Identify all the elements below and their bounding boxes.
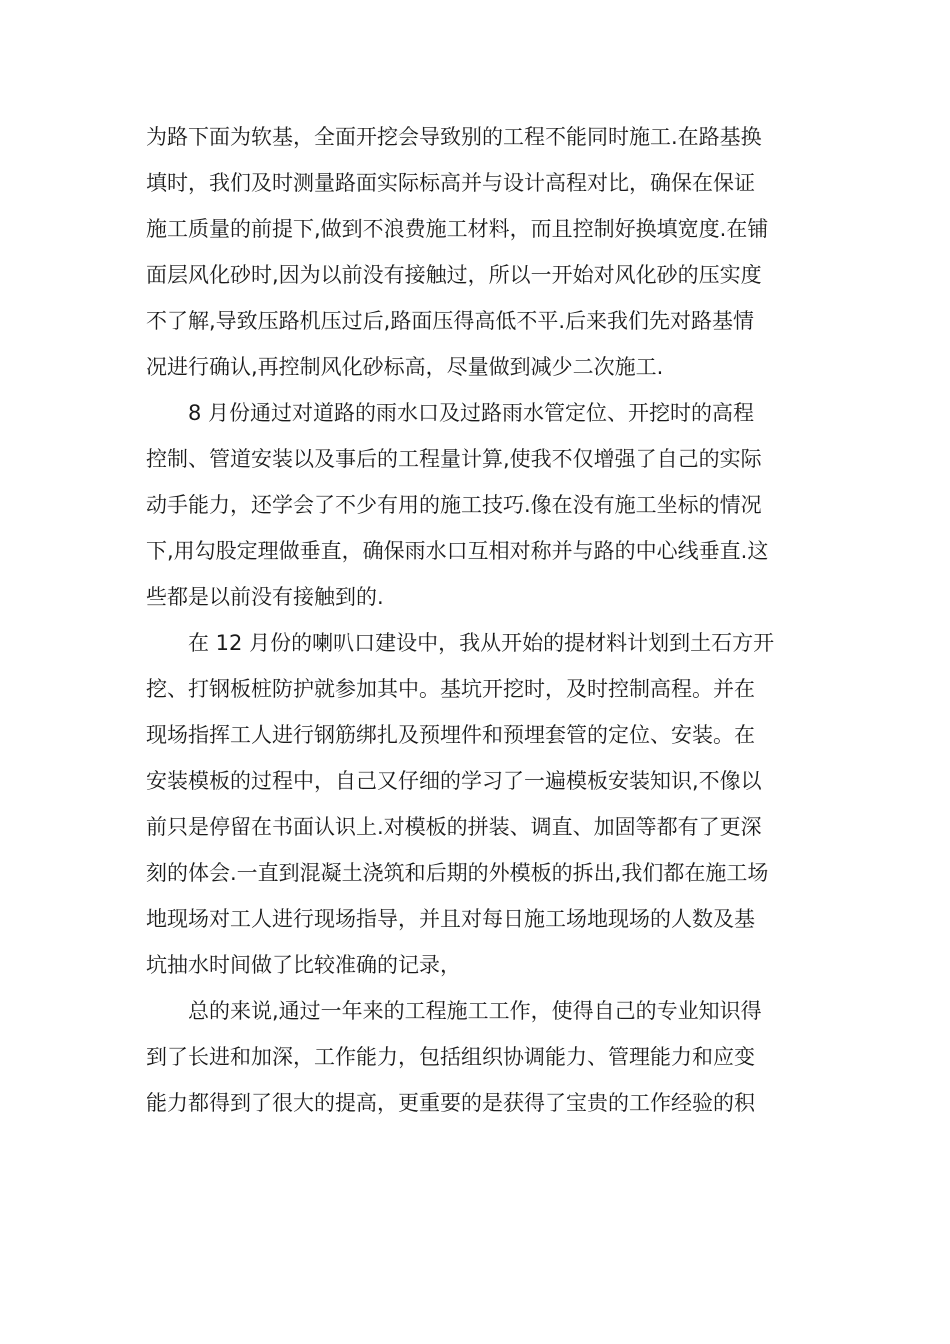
text-line: 况进行确认,再控制风化砂标高，尽量做到减少二次施工.	[146, 355, 664, 379]
document-body	[146, 114, 806, 1126]
text-line: 总的来说,通过一年来的工程施工工作，使得自己的专业知识得	[188, 999, 762, 1023]
paragraph	[146, 620, 806, 988]
paragraph	[146, 114, 806, 390]
text-line: 8 月份通过对道路的雨水口及过路雨水管定位、开挖时的高程	[188, 401, 755, 425]
paragraph	[146, 390, 806, 620]
text-line: 能力都得到了很大的提高，更重要的是获得了宝贵的工作经验的积	[146, 1091, 755, 1115]
text-line: 下,用勾股定理做垂直，确保雨水口互相对称并与路的中心线垂直.这	[146, 539, 769, 563]
text-line: 到了长进和加深，工作能力，包括组织协调能力、管理能力和应变	[146, 1045, 755, 1069]
text-line: 挖、打钢板桩防护就参加其中。基坑开挖时，及时控制高程。并在	[146, 677, 755, 701]
text-line: 些都是以前没有接触到的.	[146, 585, 384, 609]
text-line: 安装模板的过程中，自己又仔细的学习了一遍模板安装知识,不像以	[146, 769, 762, 793]
text-line: 现场指挥工人进行钢筋绑扎及预埋件和预埋套管的定位、安装。在	[146, 723, 755, 747]
text-line: 填时，我们及时测量路面实际标高并与设计高程对比，确保在保证	[146, 171, 755, 195]
paragraph	[146, 988, 806, 1126]
text-line: 刻的体会.一直到混凝土浇筑和后期的外模板的拆出,我们都在施工场	[146, 861, 769, 885]
text-line: 不了解,导致压路机压过后,路面压得高低不平.后来我们先对路基情	[146, 309, 755, 333]
text-line: 前只是停留在书面认识上.对模板的拼装、调直、加固等都有了更深	[146, 815, 762, 839]
text-line: 地现场对工人进行现场指导，并且对每日施工场地现场的人数及基	[146, 907, 755, 931]
text-line: 动手能力，还学会了不少有用的施工技巧.像在没有施工坐标的情况	[146, 493, 762, 517]
text-line: 面层风化砂时,因为以前没有接触过，所以一开始对风化砂的压实度	[146, 263, 762, 287]
text-line: 控制、管道安装以及事后的工程量计算,使我不仅增强了自己的实际	[146, 447, 762, 471]
text-line: 施工质量的前提下,做到不浪费施工材料，而且控制好换填宽度.在铺	[146, 217, 769, 241]
text-line: 坑抽水时间做了比较准确的记录，	[146, 953, 461, 977]
text-line: 在 12 月份的喇叭口建设中，我从开始的提材料计划到土石方开	[188, 631, 775, 655]
text-line: 为路下面为软基，全面开挖会导致别的工程不能同时施工.在路基换	[146, 125, 762, 149]
